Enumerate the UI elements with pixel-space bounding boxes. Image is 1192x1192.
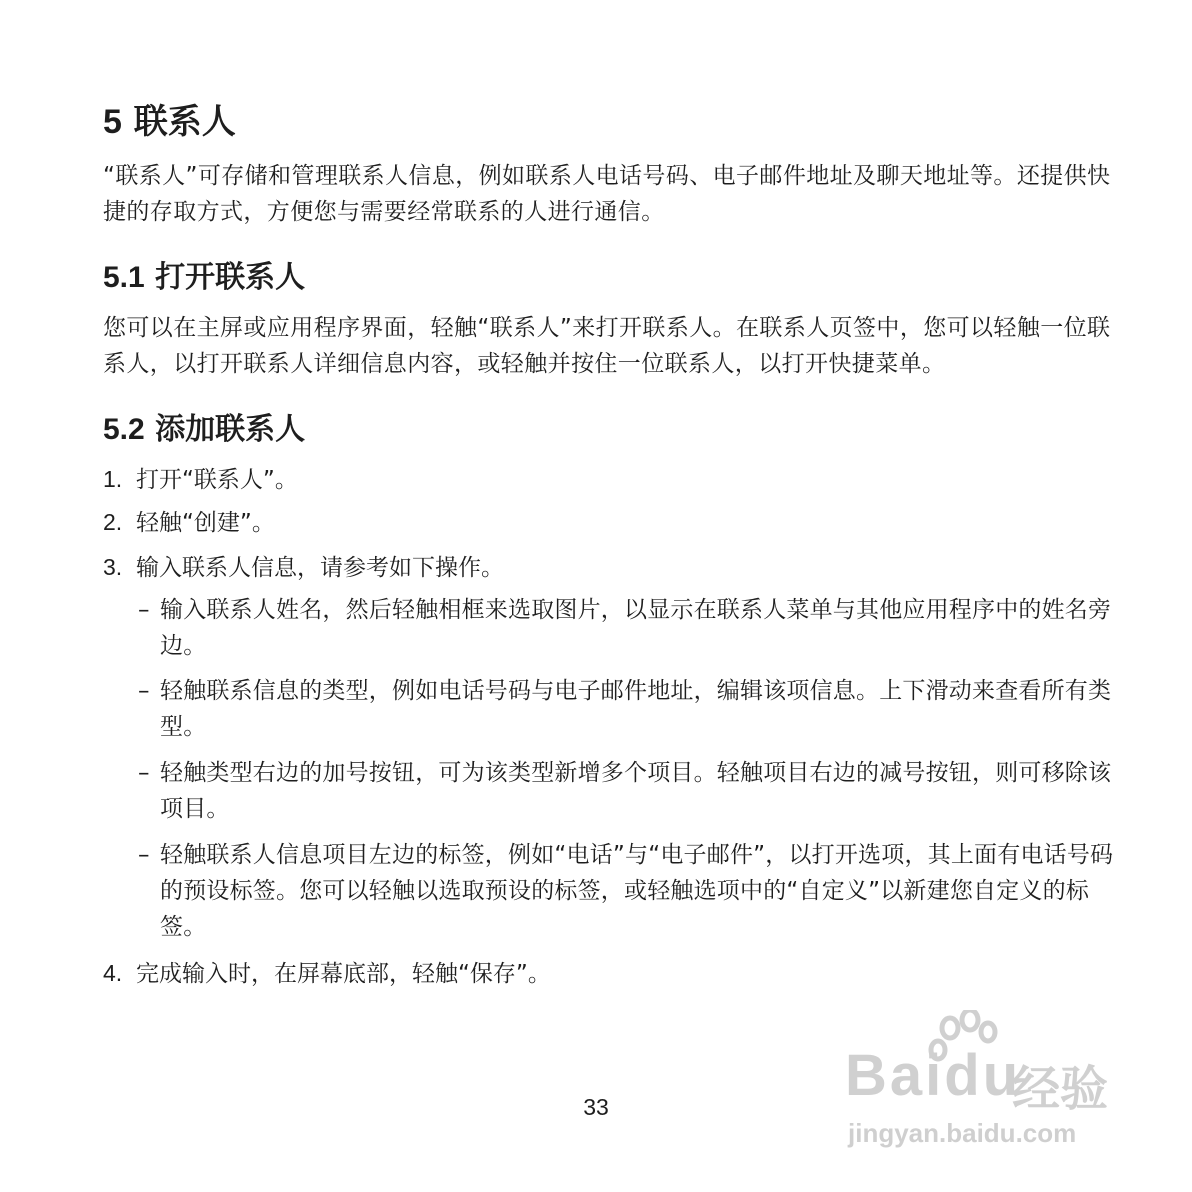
substep-item xyxy=(138,755,1118,827)
chapter-title-text: 联系人 xyxy=(133,102,236,142)
chapter-number: 5 xyxy=(103,103,122,141)
step-text: 轻触“创建”。 xyxy=(136,510,275,536)
step-text: 输入联系人信息，请参考如下操作。 xyxy=(136,555,504,581)
section-5-1-number: 5.1 xyxy=(103,261,145,294)
step-text: 打开“联系人”。 xyxy=(136,467,298,493)
step-item xyxy=(103,955,1115,992)
chapter-title xyxy=(103,100,236,144)
section-5-1-body: 您可以在主屏或应用程序界面，轻触“联系人”来打开联系人。在联系人页签中，您可以轻触一位联系人，以打开联系人详细信息内容，或轻触并按住一位联系人，以打开快捷菜单。 xyxy=(103,315,1111,377)
substep-item xyxy=(138,673,1118,745)
substep-text: 轻触联系人信息项目左边的标签，例如“电话”与“电子邮件”，以打开选项，其上面有电话号码的预设标签。您可以轻触以选取预设的标签，或轻触选项中的“自定义”以新建您自定义的标签。 xyxy=(160,842,1114,940)
baidu-watermark xyxy=(840,1010,1130,1160)
dash-bullet: – xyxy=(138,597,150,623)
dash-bullet: – xyxy=(138,760,150,786)
substep-text: 轻触联系信息的类型，例如电话号码与电子邮件地址，编辑该项信息。上下滑动来查看所有类型。 xyxy=(160,678,1112,740)
substep-text: 轻触类型右边的加号按钮，可为该类型新增多个项目。轻触项目右边的减号按钮，则可移除该项目。 xyxy=(160,760,1112,822)
step-item xyxy=(103,549,1115,586)
step-number: 2. xyxy=(103,509,123,535)
intro-paragraph: “联系人”可存储和管理联系人信息，例如联系人电话号码、电子邮件地址及聊天地址等。还提供快捷的存取方式，方便您与需要经常联系的人进行通信。 xyxy=(103,163,1111,225)
page-number: 33 xyxy=(583,1094,609,1120)
step-number: 1. xyxy=(103,466,123,492)
substep-item xyxy=(138,592,1118,664)
section-5-2-title: 添加联系人 xyxy=(155,412,306,447)
section-5-1-title: 打开联系人 xyxy=(155,260,306,295)
section-5-2-number: 5.2 xyxy=(103,413,145,446)
watermark-brand-cn: 经验 xyxy=(1012,1063,1109,1116)
step-text: 完成输入时，在屏幕底部，轻触“保存”。 xyxy=(136,961,551,987)
substep-text: 输入联系人姓名，然后轻触相框来选取图片，以显示在联系人菜单与其他应用程序中的姓名旁边。 xyxy=(160,597,1112,659)
dash-bullet: – xyxy=(138,842,150,868)
step-number: 4. xyxy=(103,960,123,986)
step-item xyxy=(103,504,1115,541)
section-5-2-heading xyxy=(103,410,305,450)
dash-bullet: – xyxy=(138,678,150,704)
section-5-1-heading xyxy=(103,258,305,298)
watermark-brand: Baidu xyxy=(845,1043,1022,1108)
watermark-site: jingyan.baidu.com xyxy=(848,1118,1077,1148)
substep-item xyxy=(138,837,1118,945)
step-item xyxy=(103,461,1115,498)
step-number: 3. xyxy=(103,554,123,580)
